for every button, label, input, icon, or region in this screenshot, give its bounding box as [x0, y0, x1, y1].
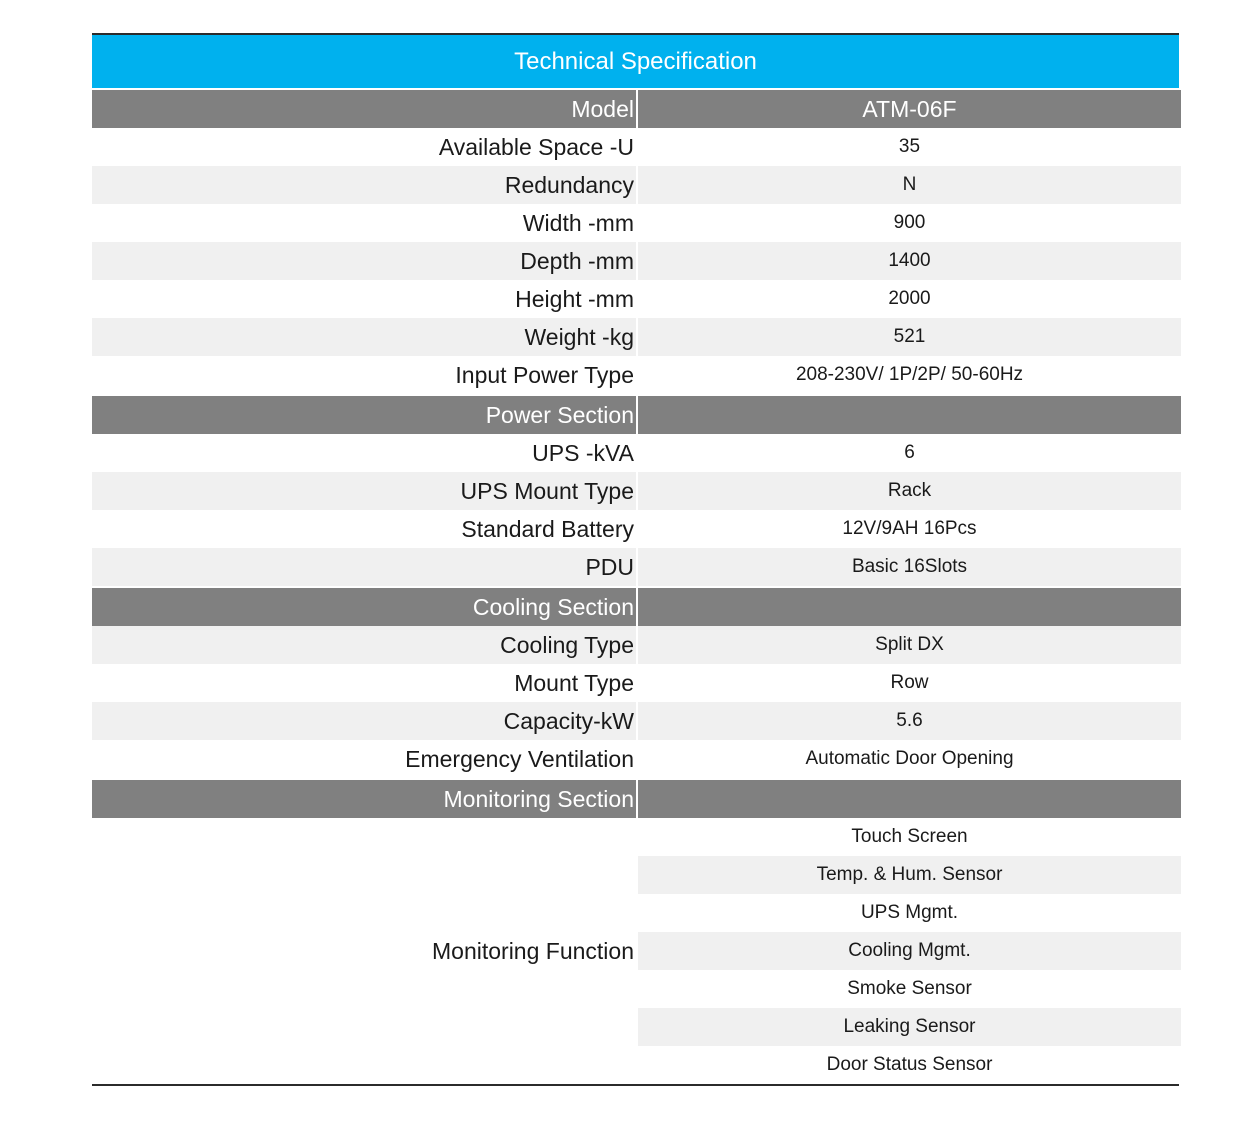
row-label: Width -mm — [522, 209, 634, 236]
row-value: N — [637, 166, 1181, 204]
table-row — [92, 280, 1181, 318]
model-header-row — [92, 90, 1181, 128]
table-row — [92, 242, 1181, 280]
table-row — [92, 510, 1181, 548]
monitoring-item: Smoke Sensor — [637, 970, 1181, 1008]
row-value: 6 — [637, 434, 1181, 472]
model-value: ATM-06F — [637, 90, 1181, 128]
row-label: Mount Type — [514, 669, 634, 696]
row-label: Emergency Ventilation — [405, 745, 634, 772]
table-row — [92, 434, 1181, 472]
power-section-header — [92, 395, 1181, 434]
row-label: Cooling Type — [92, 626, 637, 664]
section-title: Cooling Section — [92, 587, 637, 626]
table-row — [92, 702, 1181, 740]
bottom-rule — [92, 1084, 1179, 1086]
monitoring-item: Cooling Mgmt. — [637, 932, 1181, 970]
row-label: UPS Mount Type — [92, 472, 637, 510]
row-value: 35 — [637, 128, 1181, 166]
section-blank — [637, 587, 1181, 626]
monitoring-item: Temp. & Hum. Sensor — [637, 856, 1181, 894]
monitoring-function-label: Monitoring Function — [92, 818, 637, 1084]
row-value: Split DX — [637, 626, 1181, 664]
row-value: Automatic Door Opening — [637, 740, 1181, 779]
row-value: 521 — [637, 318, 1181, 356]
row-label: UPS -kVA — [532, 439, 634, 466]
row-label: Height -mm — [515, 285, 634, 312]
row-value: 5.6 — [637, 702, 1181, 740]
table-row — [92, 318, 1181, 356]
row-value: 900 — [637, 204, 1181, 242]
row-label: Input Power Type — [455, 361, 634, 388]
row-value: 1400 — [637, 242, 1181, 280]
row-value: 12V/9AH 16Pcs — [637, 510, 1181, 548]
row-label: Capacity-kW — [92, 702, 637, 740]
spec-table-container — [92, 33, 1179, 1086]
table-row — [92, 472, 1181, 510]
table-title: Technical Specification — [92, 35, 1179, 90]
row-label: PDU — [92, 548, 637, 587]
table-row — [92, 128, 1181, 166]
monitoring-item: Touch Screen — [637, 818, 1181, 856]
spec-table — [92, 90, 1181, 1084]
section-title: Power Section — [92, 395, 637, 434]
table-row — [92, 740, 1181, 779]
row-value: Basic 16Slots — [637, 548, 1181, 587]
monitoring-item: UPS Mgmt. — [637, 894, 1181, 932]
table-row — [92, 204, 1181, 242]
table-row — [92, 356, 1181, 395]
row-label: Depth -mm — [92, 242, 637, 280]
row-value: Row — [637, 664, 1181, 702]
table-row — [92, 664, 1181, 702]
section-title: Monitoring Section — [92, 779, 637, 818]
row-value: 2000 — [637, 280, 1181, 318]
table-row — [92, 818, 1181, 856]
row-label: Weight -kg — [92, 318, 637, 356]
row-label: Redundancy — [92, 166, 637, 204]
row-label: Standard Battery — [461, 515, 634, 542]
table-row — [92, 166, 1181, 204]
monitoring-section-header — [92, 779, 1181, 818]
model-label: Model — [92, 90, 637, 128]
monitoring-item: Door Status Sensor — [637, 1046, 1181, 1084]
monitoring-item: Leaking Sensor — [637, 1008, 1181, 1046]
row-label: Available Space -U — [438, 133, 634, 160]
row-value: 208-230V/ 1P/2P/ 50-60Hz — [637, 356, 1181, 395]
table-row — [92, 548, 1181, 587]
table-row — [92, 626, 1181, 664]
section-blank — [637, 779, 1181, 818]
cooling-section-header — [92, 587, 1181, 626]
row-value: Rack — [637, 472, 1181, 510]
section-blank — [637, 395, 1181, 434]
